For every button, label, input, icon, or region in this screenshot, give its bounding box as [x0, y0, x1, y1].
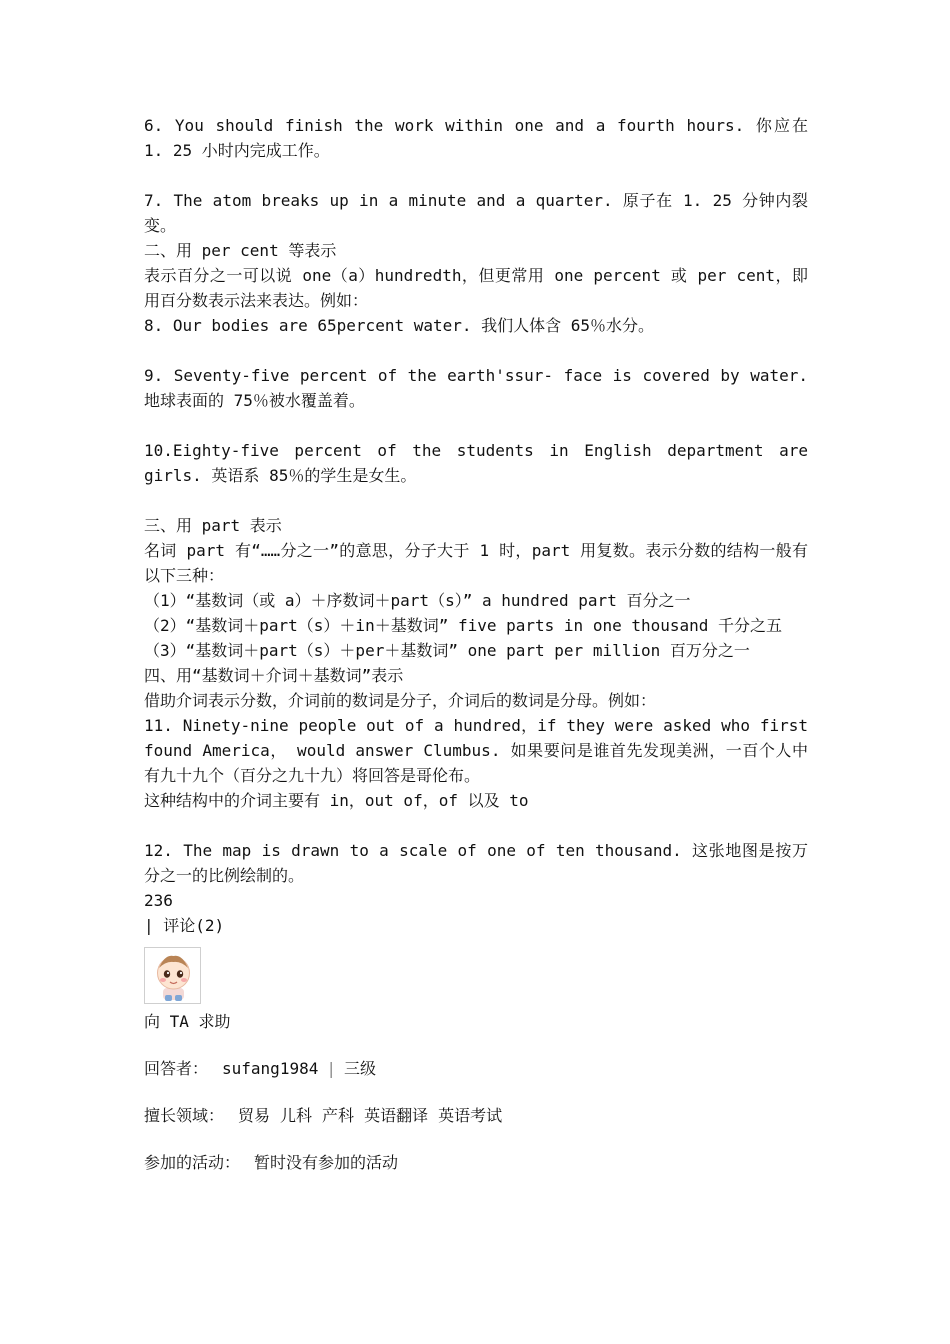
comments-link[interactable]: | 评论(2): [144, 916, 225, 935]
activity-row: [144, 1150, 808, 1175]
expertise-row: [144, 1103, 808, 1128]
activity-label: 参加的活动：: [144, 1153, 241, 1172]
example-6: 6. You should finish the work within one and a fourth hours. 你应在 1. 25 小时内完成工作。: [144, 116, 808, 160]
expertise-tag[interactable]: 贸易: [238, 1106, 271, 1125]
spacer: [144, 1034, 808, 1056]
document-page: [144, 113, 808, 1175]
cartoon-baby-avatar-icon: [145, 948, 201, 1004]
answerer-level: 三级: [343, 1059, 376, 1078]
answerer-name[interactable]: sufang1984: [222, 1059, 319, 1078]
expertise-label: 擅长领域：: [144, 1106, 225, 1125]
section-heading-2: 二、用 per cent 等表示: [144, 241, 337, 260]
answerer-divider: |: [326, 1059, 336, 1078]
ask-help-link[interactable]: 向 TA 求助: [144, 1012, 231, 1031]
spacer: [144, 163, 808, 188]
spacer: [144, 488, 808, 513]
expertise-tag[interactable]: 产科: [322, 1106, 355, 1125]
example-7: 7. The atom breaks up in a minute and a quarter. 原子在 1. 25 分钟内裂变。: [144, 191, 808, 235]
spacer: [144, 413, 808, 438]
section-4-paragraph: 借助介词表示分数，介词前的数词是分子，介词后的数词是分母。例如：: [144, 691, 657, 710]
spacer: [144, 1128, 808, 1150]
section-heading-4: 四、用“基数词＋介词＋基数词”表示: [144, 666, 404, 685]
section-3-paragraph: 名词 part 有“……分之一”的意思，分子大于 1 时，part 用复数。表示分数的结构一般有以下三种：: [144, 541, 808, 585]
section-2-paragraph: 表示百分之一可以说 one（a）hundredth，但更常用 one percent 或 per cent，即用百分数表示法来表达。例如：: [144, 266, 808, 310]
example-11: 11. Ninety-nine people out of a hundred，if they were asked who first found America， would answer Clumbus. 如果要问是谁首先发现美洲，一百个人中有九十九个（百分之九十九）将回答是哥伦布。: [144, 716, 808, 785]
example-12: 12. The map is drawn to a scale of one of ten thousand. 这张地图是按万分之一的比例绘制的。: [144, 841, 808, 885]
expertise-tag[interactable]: 儿科: [280, 1106, 313, 1125]
spacer: [144, 813, 808, 838]
structure-2: （2）“基数词＋part（s）＋in＋基数词” five parts in one thousand 千分之五: [144, 616, 783, 635]
structure-1: （1）“基数词（或 a）＋序数词＋part（s）” a hundred part 百分之一: [144, 591, 691, 610]
section-4-note: 这种结构中的介词主要有 in，out of，of 以及 to: [144, 791, 529, 810]
section-heading-3: 三、用 part 表示: [144, 516, 282, 535]
expertise-tag[interactable]: 英语考试: [438, 1106, 503, 1125]
spacer: [144, 338, 808, 363]
expertise-tag[interactable]: 英语翻译: [364, 1106, 429, 1125]
spacer: [144, 1081, 808, 1103]
answerer-row: [144, 1056, 808, 1081]
example-8: 8. Our bodies are 65percent water. 我们人体含 65％水分。: [144, 316, 655, 335]
example-10: 10.Eighty-five percent of the students in English department are girls. 英语系 85％的学生是女生。: [144, 441, 808, 485]
view-count: 236: [144, 891, 173, 910]
structure-3: （3）“基数词＋part（s）＋per＋基数词” one part per million 百万分之一: [144, 641, 750, 660]
avatar[interactable]: [144, 947, 201, 1004]
activity-value: 暂时没有参加的活动: [254, 1153, 399, 1172]
example-9: 9. Seventy-five percent of the earth'ssur- face is covered by water. 地球表面的 75％被水覆盖着。: [144, 366, 808, 410]
answerer-label: 回答者：: [144, 1059, 209, 1078]
